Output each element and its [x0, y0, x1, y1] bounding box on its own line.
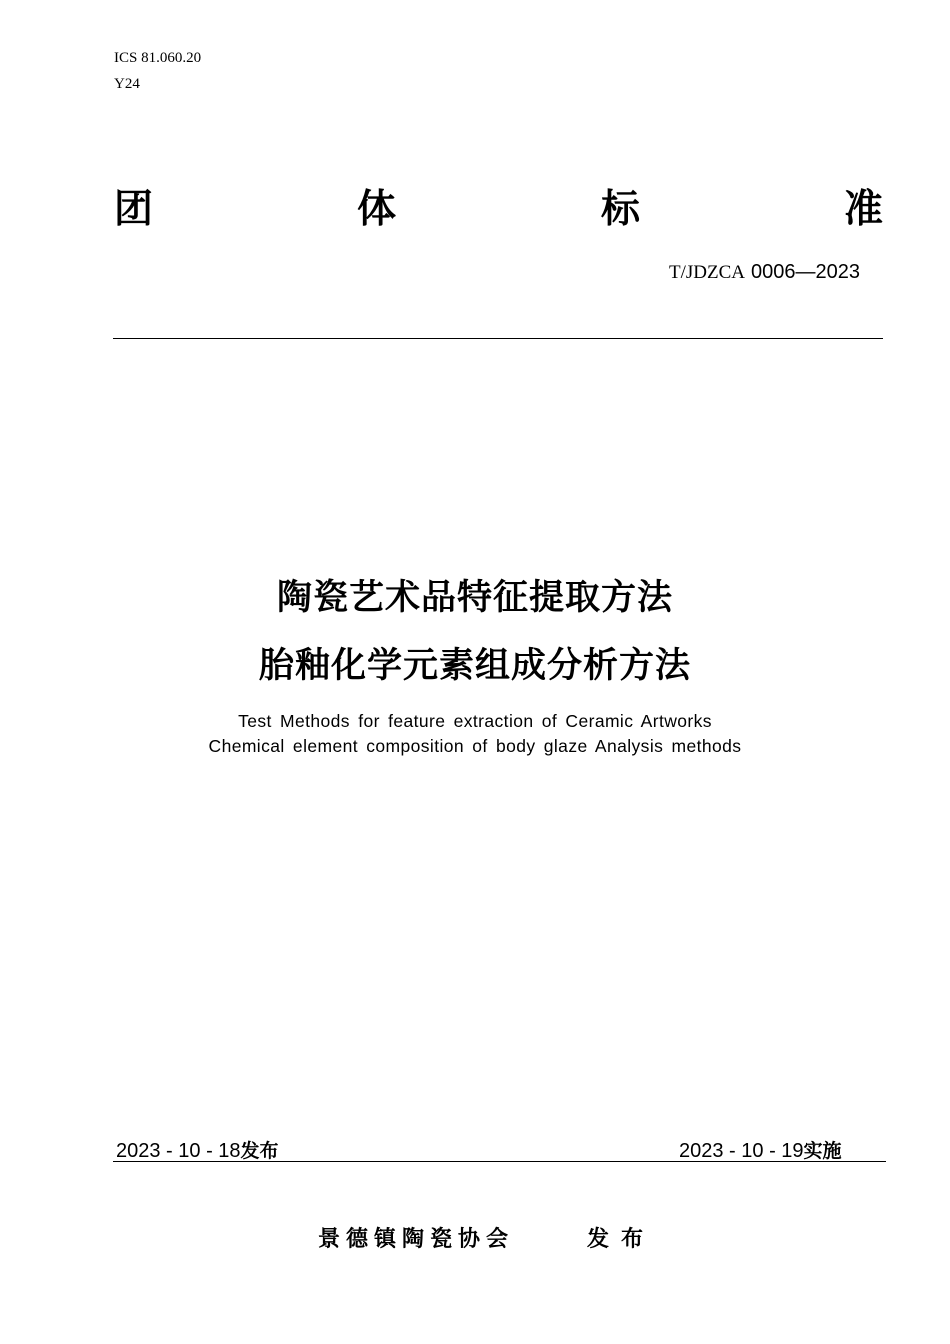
title-en-line-2: Chemical element composition of body glaze Analysis methods [208, 736, 742, 756]
title-en-line-1: Test Methods for feature extraction of Ceramic Artworks [238, 711, 712, 731]
title-cn-line-2: 胎釉化学元素组成分析方法 [258, 646, 691, 686]
publish-label: 发布 [587, 1227, 656, 1252]
implement-date: 2023 - 10 - 19 [679, 1140, 804, 1162]
standard-type-char-4: 准 [844, 187, 884, 232]
top-divider [113, 338, 883, 339]
standard-number-value: 0006—2023 [751, 261, 860, 283]
title-cn-line-1: 陶瓷艺术品特征提取方法 [276, 578, 673, 618]
implement-label: 实施 [803, 1140, 842, 1162]
release-label: 发布 [240, 1140, 279, 1162]
publisher-name: 景德镇陶瓷协会 [318, 1227, 515, 1252]
standard-type-char-2: 体 [357, 187, 397, 232]
standard-type-char-3: 标 [601, 187, 641, 232]
standard-type-char-1: 团 [114, 187, 154, 232]
bottom-divider [113, 1161, 886, 1162]
classification-code: Y24 [114, 76, 140, 92]
standard-number [560, 258, 860, 287]
ics-code: ICS 81.060.20 [114, 50, 202, 66]
standard-number-prefix: T/JDZCA [668, 262, 745, 283]
release-date: 2023 - 10 - 18 [116, 1140, 241, 1162]
